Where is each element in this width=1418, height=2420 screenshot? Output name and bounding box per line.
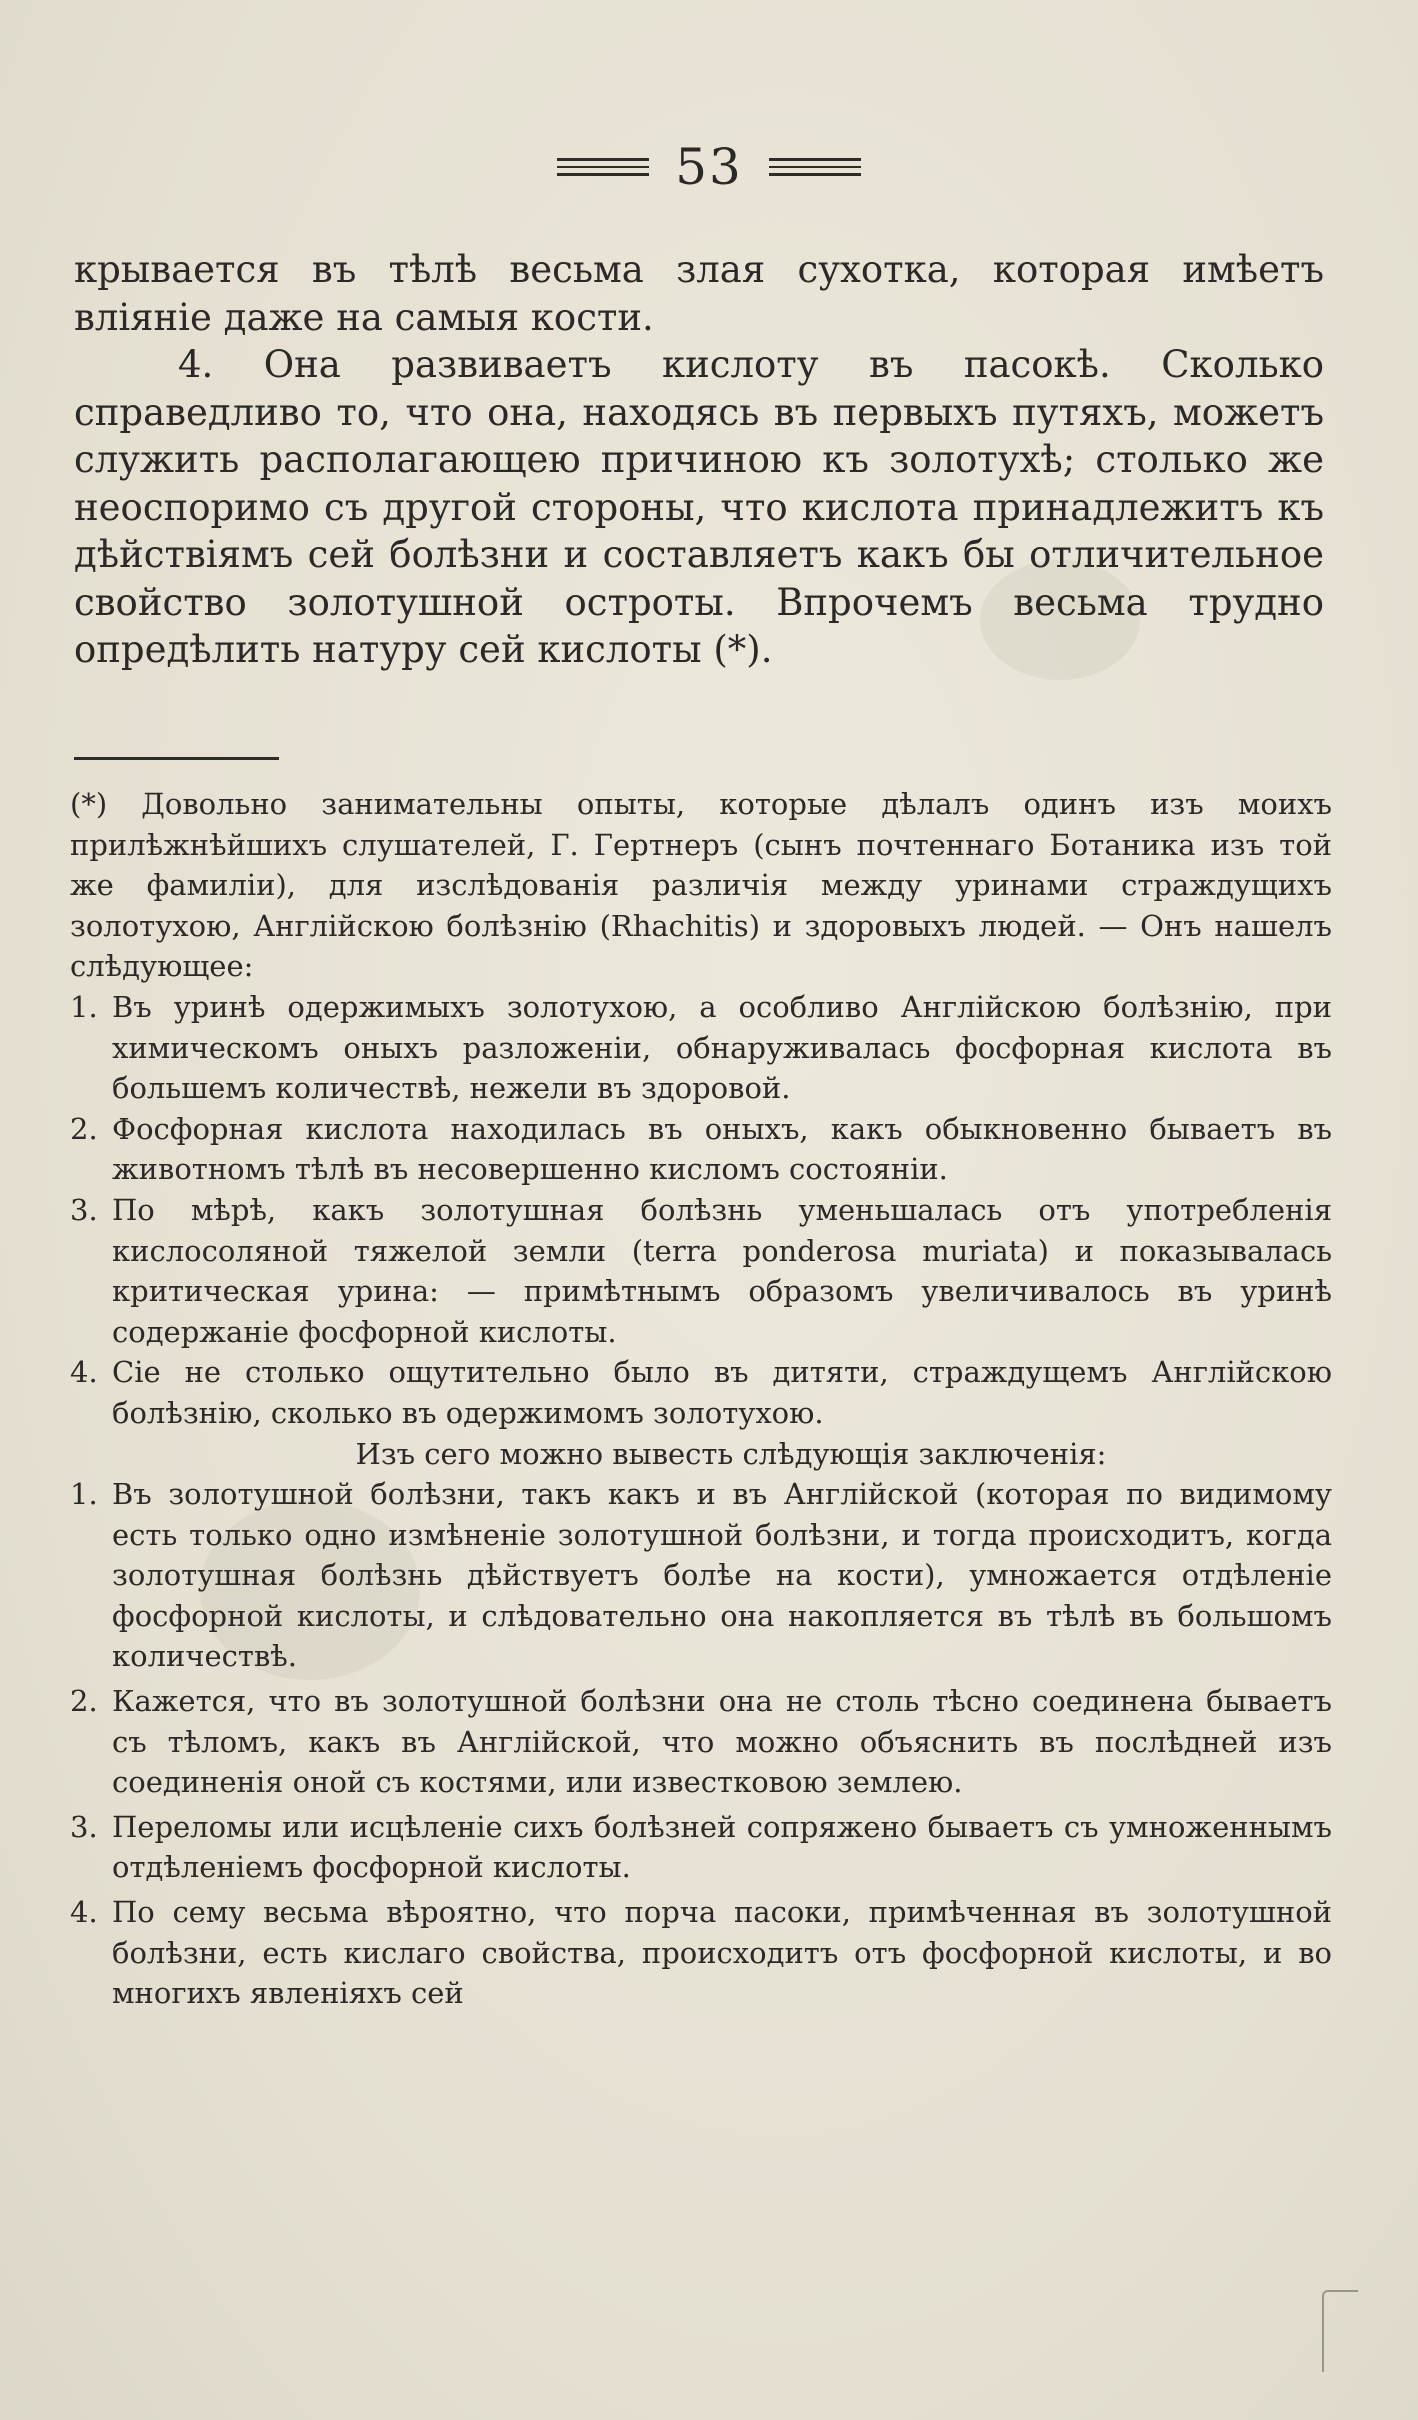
footnote-intro: (*) Довольно занимательны опыты, которые дѣлалъ одинъ изъ моихъ прилѣжнѣйшихъ слушателей, Г. Гертнеръ (сынъ почтеннаго Ботаника изъ той же фамиліи), для изслѣдованія различія между уринами страждущихъ золотухою, Англійскою болѣзнію (Rhachitis) и здоровыхъ людей. — Онъ нашелъ слѣдующее: — [70, 787, 1332, 984]
finding-text: Въ уринѣ одержимыхъ золотухою, а особливо Англійскою болѣзнію, при химическомъ оныхъ разложеніи, обнаруживалась фосфорная кислота въ большемъ количествѣ, нежели въ здоровой. — [112, 989, 1332, 1106]
finding-number: 2. — [70, 1111, 98, 1146]
header-rule-right — [769, 158, 861, 176]
conclusion-number: 1. — [70, 1477, 98, 1512]
finding-number: 1. — [70, 989, 98, 1024]
footnote — [70, 784, 1332, 2014]
conclusion-item — [70, 1807, 1332, 1888]
header-rule-left — [557, 158, 649, 176]
conclusion-item — [70, 1892, 1332, 2014]
paragraph-4: 4. Она развиваетъ кислоту въ пасокѣ. Сколько справедливо то, что она, находясь въ первыхъ путяхъ, можетъ служить располагающею причиною къ золотухѣ; столько же неоспоримо съ другой стороны, что кислота принадлежитъ къ дѣйствіямъ сей болѣзни и составляетъ какъ бы отличительное свойство золотушной остроты. Впрочемъ весьма трудно опредѣлить натуру сей кислоты (*). — [74, 343, 1324, 671]
finding-text: Сіе не столько ощутительно было въ дитяти, страждущемъ Англійскою болѣзнію, сколько въ одержимомъ золотухою. — [112, 1355, 1332, 1430]
finding-text: По мѣрѣ, какъ золотушная болѣзнь уменьшалась отъ употребленія кислосоляной тяжелой земли (terra ponderosa muriata) и показывалась критическая урина: — примѣтнымъ образомъ увеличивалось въ уринѣ содержаніе фосфорной кислоты. — [112, 1192, 1332, 1349]
finding-text: Фосфорная кислота находилась въ оныхъ, какъ обыкновенно бываетъ въ животномъ тѣлѣ въ несовершенно кисломъ состояніи. — [112, 1111, 1332, 1187]
page-number: 53 — [675, 138, 743, 196]
conclusion-text: По сему весьма вѣроятно, что порча пасоки, примѣченная въ золотушной болѣзни, есть кислаго свойства, происходитъ отъ фосфорной кислоты, и во многихъ явленіяхъ сей — [112, 1895, 1332, 2011]
conclusion-number: 3. — [70, 1809, 98, 1844]
finding-item — [70, 1190, 1332, 1352]
finding-item — [70, 987, 1332, 1109]
pencil-margin-mark — [1322, 2290, 1358, 2372]
conclusion-number: 2. — [70, 1684, 98, 1719]
conclusion-text: Переломы или исцѣленіе сихъ болѣзней сопряжено бываетъ съ умноженнымъ отдѣленіемъ фосфорной кислоты. — [112, 1809, 1332, 1885]
conclusions-heading: Изъ сего можно вывесть слѣдующія заключенія: — [355, 1436, 1107, 1471]
conclusion-number: 4. — [70, 1895, 98, 1930]
conclusion-item — [70, 1474, 1332, 1677]
footnote-divider — [74, 757, 279, 760]
finding-item — [70, 1109, 1332, 1190]
conclusion-text: Въ золотушной болѣзни, такъ какъ и въ Англійской (которая по видимому есть только одно измѣненіе золотушной болѣзни, и тогда происходитъ, когда золотушная болѣзнь дѣйствуетъ болѣе на кости), умножается отдѣленіе фосфорной кислоты, и слѣдовательно она накопляется въ тѣлѣ въ большомъ количествѣ. — [112, 1477, 1332, 1674]
finding-number: 4. — [70, 1355, 98, 1390]
main-text — [74, 246, 1324, 674]
finding-item — [70, 1352, 1332, 1433]
finding-number: 3. — [70, 1192, 98, 1227]
conclusion-text: Кажется, что въ золотушной болѣзни она не столь тѣсно соединена бываетъ съ тѣломъ, какъ въ Англійской, что можно объяснить въ послѣдней изъ соединенія оной съ костями, или известковою землею. — [112, 1684, 1332, 1800]
paragraph-continued: крывается въ тѣлѣ весьма злая сухотка, которая имѣетъ вліяніе даже на самыя кости. — [74, 248, 1324, 339]
page-header — [0, 138, 1418, 196]
conclusion-item — [70, 1681, 1332, 1803]
